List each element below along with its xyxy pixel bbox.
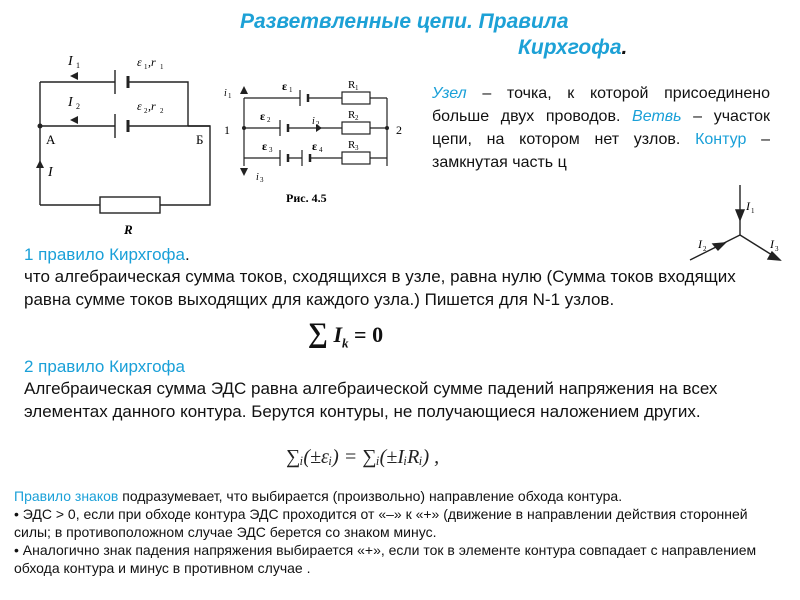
rc-label-e2: ε [260, 109, 266, 123]
node-a-dot [38, 124, 43, 129]
rc-label-i2: i [312, 116, 315, 127]
rc-label-e1-sub: 1 [289, 86, 293, 94]
rc-label-r2-sub: 2 [355, 114, 359, 122]
wire-right [40, 126, 210, 205]
branch-text: – участок цепи, на котором нет узлов. [432, 108, 770, 148]
sign-rule-text-1: подразумевает, что выбирается (произвольно) направление обхода контура. [118, 488, 623, 504]
rule-1-heading-text: 1 правило Кирхгофа [24, 245, 185, 264]
node-text: – точка, к которой присоединено больше двух проводов. [432, 85, 770, 125]
rc-caption: Рис. 4.5 [286, 191, 327, 205]
rc-label-r3-sub: 3 [355, 144, 359, 152]
node-2-dot [385, 126, 389, 130]
arrow-i2 [70, 116, 78, 124]
title-line-1: Разветвленные цепи. Правила [240, 10, 569, 33]
rule-2-heading: 2 правило Кирхгофа [24, 357, 185, 376]
res-r1 [342, 92, 370, 104]
rc-label-i3: i [256, 172, 259, 183]
wire-branch-1 [40, 82, 188, 126]
label-e2-sub: 2 [144, 107, 148, 115]
arrow-i1 [70, 72, 78, 80]
arrow-i [36, 160, 44, 168]
label-r2: ,r [148, 99, 156, 113]
rule-2-formula: ∑ᵢ(±εᵢ) = ∑ᵢ(±IᵢRᵢ) , [286, 446, 440, 468]
title-line-2-text: Кирхгофа [518, 36, 622, 59]
rc-label-r2: R [348, 109, 356, 121]
page-title [240, 9, 680, 61]
label-r2-sub: 2 [160, 107, 164, 115]
node-label-i2-sub: 2 [703, 245, 707, 253]
rule-1-heading-dot: . [185, 245, 190, 264]
label-i: I [48, 165, 53, 180]
loop-text: – замкнутая часть ц [432, 131, 770, 171]
rc-label-e2-sub: 2 [267, 116, 271, 124]
rc-label-e4-sub: 4 [319, 146, 323, 154]
formula-i: I [333, 322, 343, 347]
rc-label-e4: ε [312, 139, 318, 153]
formula-k: k [342, 335, 349, 351]
node-label-i1-sub: 1 [751, 207, 755, 215]
label-node-b: Б [196, 132, 204, 147]
rc-label-i2-sub: 2 [316, 120, 320, 128]
sign-rule-bullet-2: • ЭДС > 0, если при обходе контура ЭДС проходится от «–» к «+» (движение в направлении действия сторонней силы; в противоположном случае ЭДС берется со знаком минус. [14, 506, 748, 540]
rc-label-e3-sub: 3 [269, 146, 273, 154]
label-i2-sub: 2 [76, 102, 80, 111]
node-label-i3: I [770, 237, 774, 251]
title-dot: . [621, 36, 628, 59]
label-r1: ,r [148, 55, 156, 69]
circuit-right-diagram [222, 76, 412, 211]
rule-2-text: Алгебраическая сумма ЭДС равна алгебраической сумме падений напряжения на всех элементах данного контура. Берутся контуры, не получающиеся наложением других. [24, 379, 718, 421]
rc-label-i1: i [224, 88, 227, 99]
label-node-a: А [46, 132, 56, 147]
loop-term: Контур [695, 131, 747, 148]
node-label-i1: I [746, 199, 750, 213]
rule-1-formula [308, 318, 383, 351]
label-i1-sub: 1 [76, 61, 80, 70]
resistor-r [100, 197, 160, 213]
branch-term: Ветвь [632, 108, 682, 125]
rule-1-heading [24, 245, 784, 265]
node-arrow-i1 [736, 210, 744, 220]
label-e1: ε [137, 55, 142, 69]
node-label-i2: I [698, 237, 702, 251]
res-r2 [342, 122, 370, 134]
rule-1-text: что алгебраическая сумма токов, сходящихся в узле, равна нулю (Сумма токов входящих равна сумме токов выходящих для каждого узла.) Пишется для N-1 узлов. [24, 267, 736, 309]
label-e2: ε [137, 99, 142, 113]
node-1-dot [242, 126, 246, 130]
rc-label-r1-sub: 1 [355, 84, 359, 92]
rc-label-i1-sub: 1 [228, 92, 232, 100]
label-e1-sub: 1 [144, 63, 148, 71]
node-term: Узел [432, 85, 467, 102]
label-r1-sub: 1 [160, 63, 164, 71]
sign-rule-bullet-3: • Аналогично знак падения напряжения выбирается «+», если ток в элементе контура совпадает с направлением обхода контура и минус в противном случае . [14, 542, 757, 576]
sign-rule-term: Правило знаков [14, 488, 119, 504]
label-i1: I [68, 54, 73, 69]
definitions-text [432, 82, 770, 174]
sign-rule-line-1 [14, 487, 786, 505]
circuit-left-diagram [30, 40, 230, 240]
rc-label-r3: R [348, 139, 356, 151]
rc-label-n2: 2 [396, 123, 402, 137]
arrow-i1 [240, 86, 248, 94]
formula-sum: ∑ [308, 318, 328, 349]
rule-2-block [24, 357, 784, 423]
rc-label-r1: R [348, 79, 356, 91]
rc-label-i3-sub: 3 [260, 176, 264, 184]
node-label-i3-sub: 3 [775, 245, 779, 253]
title-line-2 [240, 35, 680, 61]
label-i2: I [68, 95, 73, 110]
sign-rule-block [14, 487, 786, 577]
rc-label-e1: ε [282, 79, 288, 93]
res-r3 [342, 152, 370, 164]
arrow-i3 [240, 168, 248, 176]
rc-label-n1: 1 [224, 123, 230, 137]
rule-1-block [24, 245, 784, 311]
formula-rest: = 0 [348, 322, 384, 347]
label-r: R [124, 222, 133, 237]
rc-label-e3: ε [262, 139, 268, 153]
